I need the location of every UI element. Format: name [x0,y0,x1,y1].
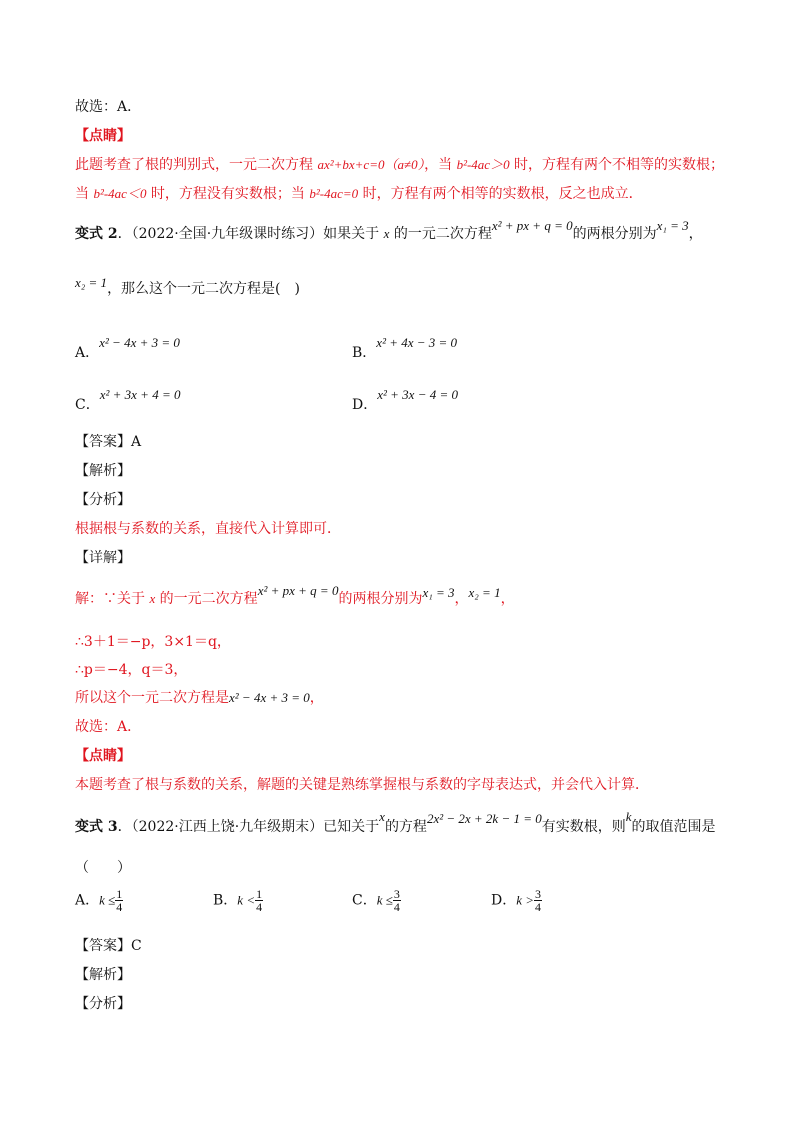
equation: 2x² − 2x + 2k − 1 = 0 [426,811,542,826]
sol-text: ， [309,690,324,706]
variant2-tip-heading: 【点睛】 [75,748,131,764]
stem-text: 的方程 [384,819,427,835]
variant2-step-1: ∴3＋1＝−p，3×1＝q， [75,634,231,650]
option-d[interactable] [491,888,542,913]
variant2-label: 变式 2 [75,226,118,242]
option-value: x² + 3x − 4 = 0 [377,387,458,402]
variant3-stem-line-1 [75,809,716,836]
option-relation: k ≤ [99,892,116,908]
option-value: x² + 4x − 3 = 0 [376,335,458,350]
tip-text: 此题考查了根的判别式，一元二次方程 [75,157,318,173]
option-value: x² − 4x + 3 = 0 [99,335,180,350]
variant2-solution-line-1 [75,583,515,608]
tip-text: ，当 [424,157,457,173]
root-x2: x₂ = 1 [75,275,108,290]
numerator: 1 [256,887,263,901]
variant3-answer: 【答案】C [75,938,142,954]
root-x1: x₁ = 3 [422,585,455,600]
variant2-answer: 【答案】A [75,434,142,450]
result-equation: x² − 4x + 3 = 0 [229,690,310,705]
discriminant-positive: b²-4ac＞0 [456,157,510,172]
var-k: k [625,809,632,824]
sol-text: ， [454,591,469,607]
option-fraction [115,888,123,913]
variant3-label: 变式 3 [75,819,118,835]
variant3-jiexi: 【解析】 [75,967,131,983]
variant3-paren: （ ） [75,860,131,876]
tip-text-1-line-1 [75,156,724,174]
denominator: 4 [256,900,263,914]
tip-text: 时，方程没有实数根；当 [146,186,310,202]
variant2-jiexi: 【解析】 [75,463,131,479]
variant2-step-3 [75,689,324,707]
option-b[interactable] [352,332,458,361]
stem-text: 的两根分别为 [572,226,657,242]
option-label: D． [352,397,378,413]
option-label: A． [75,345,100,361]
option-fraction [255,888,263,913]
stem-text: ，那么这个一元二次方程是( ) [107,281,300,297]
discriminant-negative: b²-4ac＜0 [93,186,147,201]
stem-text: 的一元二次方程 [389,226,492,242]
root-x2: x₂ = 1 [468,585,501,600]
option-label: B． [352,345,377,361]
sol-text: ， [500,591,515,607]
var-x: x [149,591,156,606]
tip-text: 时，方程有两个不相等的实数根； [509,157,725,173]
variant3-source: ．（2022·江西上饶·九年级期末）已知关于 [117,819,380,835]
option-d[interactable] [352,384,458,413]
stem-text: 有实数根，则 [541,819,626,835]
variant2-stem-line-2 [75,275,300,298]
general-quadratic: ax²+bx+c=0（a≠0） [317,157,425,172]
variant2-stem-line-1 [75,218,703,243]
stem-text: 的取值范围是 [631,819,716,835]
option-label: C． [352,892,377,909]
root-x1: x₁ = 3 [656,218,689,233]
option-c[interactable] [75,384,181,413]
variant2-fenxi-text: 根据根与系数的关系，直接代入计算即可． [75,521,341,537]
option-c[interactable] [352,888,401,913]
option-relation: k < [237,892,256,908]
tip-heading-1: 【点睛】 [75,128,131,144]
option-label: C． [75,397,100,413]
tip-text: 当 [75,186,94,202]
choice-line-1: 故选：A． [75,99,142,115]
denominator: 4 [393,900,400,914]
tip-text-1-line-2 [75,185,643,203]
variant2-xiangjie: 【详解】 [75,550,131,566]
variant2-fenxi: 【分析】 [75,492,131,508]
option-label: D． [491,892,517,909]
option-relation: k ≤ [376,892,393,908]
variant2-choice: 故选：A． [75,719,142,735]
equation: x² + px + q = 0 [257,583,339,598]
numerator: 3 [535,887,542,901]
variant2-step-2: ∴p＝−4，q＝3， [75,662,188,678]
sol-text: 的两根分别为 [338,591,423,607]
denominator: 4 [116,900,123,914]
equation: x² + px + q = 0 [491,218,573,233]
stem-text: ， [688,226,703,242]
option-fraction [534,888,542,913]
option-label: A． [75,892,100,909]
variant3-fenxi: 【分析】 [75,996,131,1012]
option-a[interactable] [75,332,180,361]
sol-text: 的一元二次方程 [155,591,258,607]
variant2-source: ．（2022·全国·九年级课时练习）如果关于 [117,226,384,242]
option-value: x² + 3x + 4 = 0 [99,387,181,402]
var-x: x [383,226,390,241]
option-relation: k > [516,892,535,908]
var-x: x [379,809,385,824]
option-b[interactable] [213,888,263,913]
numerator: 1 [116,887,123,901]
option-fraction [393,888,401,913]
variant2-tip-text: 本题考查了根与系数的关系，解题的关键是熟练掌握根与系数的字母表达式，并会代入计算． [75,777,649,793]
numerator: 3 [393,887,400,901]
tip-text: 时，方程有两个相等的实数根，反之也成立． [358,186,643,202]
sol-text: 解：∵关于 [75,591,150,607]
discriminant-zero: b²-4ac=0 [309,186,359,201]
option-a[interactable] [75,888,123,913]
option-label: B． [213,892,238,909]
denominator: 4 [535,900,542,914]
sol-text: 所以这个一元二次方程是 [75,690,229,706]
